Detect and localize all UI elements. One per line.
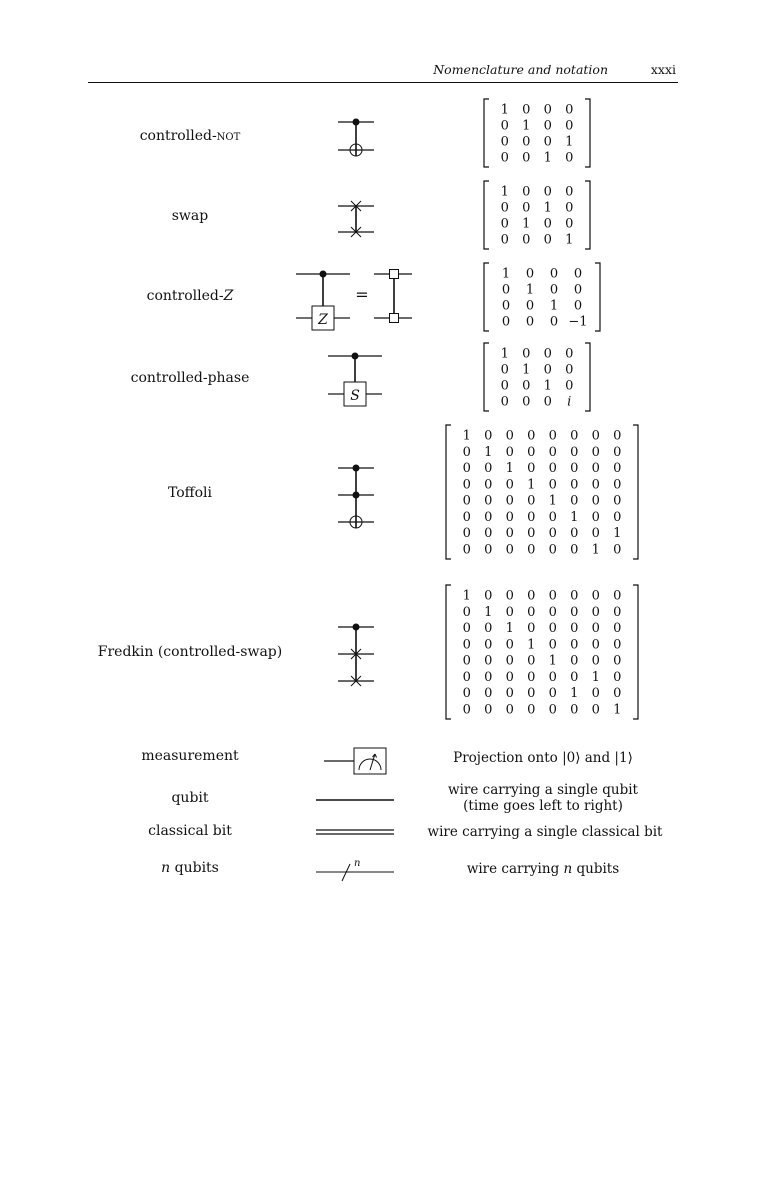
matrix-entry: 0 bbox=[570, 542, 579, 558]
matrix-entry: 0 bbox=[462, 621, 471, 637]
matrix-entry: 0 bbox=[500, 134, 509, 150]
matrix-entry: 1 bbox=[527, 477, 536, 493]
matrix-entry: 0 bbox=[484, 542, 493, 558]
cnot-name-prefix: controlled- bbox=[139, 128, 217, 144]
matrix-entry: 0 bbox=[591, 702, 600, 718]
matrix-entry: 1 bbox=[543, 378, 552, 394]
matrix-entry: 1 bbox=[591, 542, 600, 558]
cnot-name-smallcaps: not bbox=[216, 128, 241, 144]
matrix-entry: 1 bbox=[613, 526, 622, 542]
fredkin-gate-symbol bbox=[336, 617, 376, 691]
matrix-entry: 0 bbox=[522, 378, 531, 394]
matrix-entry: 1 bbox=[505, 621, 514, 637]
matrix-entry: 0 bbox=[527, 428, 536, 444]
row-name-fredkin: Fredkin (controlled-swap) bbox=[97, 644, 283, 660]
matrix-entry: 0 bbox=[484, 493, 493, 509]
matrix-entry: 1 bbox=[565, 232, 574, 248]
swap-matrix bbox=[482, 180, 592, 250]
matrix-entry: 0 bbox=[484, 509, 493, 525]
matrix-right-bracket bbox=[585, 181, 590, 249]
matrix-entry: 0 bbox=[525, 298, 535, 314]
n-qubits-wire-label: n bbox=[354, 858, 361, 869]
cphase-matrix bbox=[482, 342, 592, 412]
matrix-entry: 0 bbox=[500, 216, 509, 232]
matrix-entry: 0 bbox=[565, 216, 574, 232]
matrix-entry: 0 bbox=[522, 232, 531, 248]
cz-equals-sign: = bbox=[355, 285, 369, 304]
matrix-entry: 0 bbox=[462, 461, 471, 477]
cnot-matrix bbox=[482, 98, 592, 168]
matrix-entry: 0 bbox=[527, 444, 536, 460]
qubit-description-line2: (time goes left to right) bbox=[463, 798, 623, 814]
n-qubits-description bbox=[428, 861, 658, 877]
measurement-description: Projection onto |0⟩ and |1⟩ bbox=[453, 750, 633, 766]
matrix-entry: 0 bbox=[527, 604, 536, 620]
matrix-entry: 0 bbox=[484, 621, 493, 637]
matrix-entry: 0 bbox=[573, 266, 583, 282]
matrix-entry: 0 bbox=[591, 604, 600, 620]
matrix-entry: 0 bbox=[548, 509, 557, 525]
matrix-entry: 0 bbox=[527, 542, 536, 558]
matrix-entry: 0 bbox=[591, 637, 600, 653]
matrix-entry: 0 bbox=[500, 232, 509, 248]
matrix-entry: 0 bbox=[522, 102, 531, 118]
matrix-entry: 0 bbox=[591, 526, 600, 542]
swap-gate-symbol bbox=[336, 196, 376, 240]
matrix-entry: 1 bbox=[500, 346, 509, 362]
matrix-entry: 0 bbox=[543, 394, 552, 410]
row-name-n-qubits bbox=[80, 860, 300, 876]
matrix-entry: 0 bbox=[501, 314, 511, 330]
matrix-entry: 0 bbox=[505, 444, 514, 460]
matrix-entry: 1 bbox=[501, 266, 511, 282]
matrix-entry: 0 bbox=[522, 394, 531, 410]
matrix-entry: 0 bbox=[573, 298, 583, 314]
matrix-entry: 0 bbox=[548, 526, 557, 542]
matrix-entry: 1 bbox=[543, 150, 552, 166]
matrix-entry: 0 bbox=[613, 493, 622, 509]
matrix-entry: 0 bbox=[570, 461, 579, 477]
matrix-entry: 0 bbox=[543, 216, 552, 232]
row-name-toffoli: Toffoli bbox=[167, 485, 212, 501]
matrix-entry: 0 bbox=[543, 184, 552, 200]
matrix-entry: 1 bbox=[548, 653, 557, 669]
matrix-entry: 0 bbox=[543, 118, 552, 134]
matrix-entry: 0 bbox=[525, 266, 535, 282]
matrix-entry: 0 bbox=[591, 653, 600, 669]
matrix-entry: 1 bbox=[570, 509, 579, 525]
matrix-entry: 1 bbox=[591, 669, 600, 685]
matrix-entry: 0 bbox=[548, 444, 557, 460]
matrix-entry: 0 bbox=[462, 604, 471, 620]
matrix-left-bracket bbox=[484, 343, 489, 411]
matrix-entry: 0 bbox=[591, 444, 600, 460]
matrix-entry: i bbox=[567, 394, 572, 410]
matrix-entry: 0 bbox=[484, 686, 493, 702]
matrix-entry: 0 bbox=[565, 184, 574, 200]
matrix-entry: 0 bbox=[484, 588, 493, 604]
row-name-cphase: controlled-phase bbox=[130, 370, 250, 386]
row-name-swap: swap bbox=[171, 208, 209, 224]
matrix-entry: 1 bbox=[522, 216, 531, 232]
matrix-entry: 0 bbox=[527, 493, 536, 509]
matrix-entry: 0 bbox=[522, 134, 531, 150]
row-name-cz bbox=[80, 288, 300, 304]
cz-name-prefix: controlled- bbox=[146, 288, 224, 304]
matrix-right-bracket bbox=[585, 343, 590, 411]
matrix-entry: 0 bbox=[505, 526, 514, 542]
matrix-entry: 0 bbox=[462, 526, 471, 542]
matrix-entry: 0 bbox=[505, 686, 514, 702]
matrix-entry: 0 bbox=[570, 702, 579, 718]
matrix-entry: 0 bbox=[505, 428, 514, 444]
matrix-entry: 0 bbox=[548, 542, 557, 558]
matrix-entry: 0 bbox=[484, 526, 493, 542]
matrix-entry: 0 bbox=[565, 346, 574, 362]
matrix-entry: 0 bbox=[591, 621, 600, 637]
matrix-entry: 0 bbox=[613, 621, 622, 637]
matrix-entry: 0 bbox=[591, 428, 600, 444]
matrix-entry: 1 bbox=[522, 118, 531, 134]
matrix-entry: 0 bbox=[570, 588, 579, 604]
matrix-entry: 0 bbox=[505, 653, 514, 669]
matrix-entry: 0 bbox=[591, 461, 600, 477]
matrix-entry: 0 bbox=[484, 477, 493, 493]
matrix-entry: 0 bbox=[501, 282, 511, 298]
qubit-wire bbox=[314, 792, 396, 806]
matrix-entry: 0 bbox=[548, 686, 557, 702]
matrix-entry: 0 bbox=[565, 362, 574, 378]
toffoli-gate-symbol bbox=[336, 458, 376, 534]
matrix-entry: 0 bbox=[501, 298, 511, 314]
matrix-entry: 0 bbox=[500, 362, 509, 378]
matrix-entry: 0 bbox=[505, 588, 514, 604]
matrix-entry: 0 bbox=[527, 588, 536, 604]
matrix-entry: 0 bbox=[462, 653, 471, 669]
matrix-entry: 0 bbox=[548, 669, 557, 685]
matrix-entry: 0 bbox=[549, 266, 559, 282]
matrix-entry: 0 bbox=[613, 653, 622, 669]
cphase-gate-symbol bbox=[326, 346, 386, 412]
matrix-entry: 0 bbox=[505, 637, 514, 653]
matrix-entry: 1 bbox=[500, 184, 509, 200]
matrix-entry: 0 bbox=[570, 669, 579, 685]
matrix-entry: 0 bbox=[570, 653, 579, 669]
matrix-entry: 0 bbox=[462, 637, 471, 653]
matrix-entry: 1 bbox=[484, 444, 493, 460]
matrix-entry: 1 bbox=[525, 282, 535, 298]
matrix-entry: 1 bbox=[548, 493, 557, 509]
matrix-entry: 0 bbox=[500, 394, 509, 410]
matrix-entry: 0 bbox=[505, 542, 514, 558]
matrix-entry: 0 bbox=[543, 362, 552, 378]
matrix-entry: 0 bbox=[570, 493, 579, 509]
matrix-entry: 0 bbox=[548, 588, 557, 604]
matrix-entry: 0 bbox=[613, 428, 622, 444]
matrix-left-bracket bbox=[484, 181, 489, 249]
cz-gate-symbol bbox=[294, 262, 418, 334]
matrix-entry: 1 bbox=[565, 134, 574, 150]
matrix-entry: 1 bbox=[505, 461, 514, 477]
matrix-entry: 0 bbox=[505, 477, 514, 493]
matrix-entry: 0 bbox=[505, 702, 514, 718]
matrix-entry: 0 bbox=[484, 428, 493, 444]
matrix-entry: 0 bbox=[505, 493, 514, 509]
qubit-description bbox=[428, 782, 658, 814]
toffoli-matrix bbox=[444, 424, 640, 560]
matrix-entry: 0 bbox=[500, 378, 509, 394]
matrix-entry: 0 bbox=[484, 653, 493, 669]
matrix-entry: 0 bbox=[570, 444, 579, 460]
row-name-classical-bit: classical bit bbox=[148, 823, 232, 839]
matrix-entry: 1 bbox=[570, 686, 579, 702]
matrix-entry: 0 bbox=[527, 621, 536, 637]
qubit-description-line1: wire carrying a single qubit bbox=[448, 782, 638, 798]
matrix-entry: 0 bbox=[462, 669, 471, 685]
classical-bit-double-wire bbox=[314, 824, 396, 840]
matrix-entry: 0 bbox=[522, 346, 531, 362]
matrix-entry: 0 bbox=[484, 461, 493, 477]
matrix-entry: 0 bbox=[527, 461, 536, 477]
n-qubits-bundle-wire bbox=[314, 854, 396, 884]
matrix-entry: 0 bbox=[548, 477, 557, 493]
matrix-entry: 0 bbox=[527, 686, 536, 702]
matrix-entry: 0 bbox=[565, 150, 574, 166]
matrix-entry: 0 bbox=[462, 477, 471, 493]
matrix-entry: 0 bbox=[549, 282, 559, 298]
matrix-entry: 1 bbox=[462, 428, 471, 444]
matrix-entry: 0 bbox=[505, 604, 514, 620]
matrix-entry: 0 bbox=[570, 526, 579, 542]
matrix-entry: 0 bbox=[500, 118, 509, 134]
n-qubits-desc-pre: wire carrying bbox=[466, 861, 564, 877]
fredkin-matrix bbox=[444, 584, 640, 720]
row-name-qubit: qubit bbox=[171, 790, 209, 806]
matrix-entry: 1 bbox=[527, 637, 536, 653]
measurement-meter-icon bbox=[322, 744, 388, 778]
matrix-entry: 0 bbox=[565, 378, 574, 394]
matrix-entry: 0 bbox=[573, 282, 583, 298]
matrix-entry: 0 bbox=[548, 461, 557, 477]
matrix-left-bracket bbox=[446, 585, 451, 719]
cz-name-italic: Z bbox=[223, 288, 234, 304]
matrix-entry: 0 bbox=[527, 509, 536, 525]
matrix-entry: 0 bbox=[565, 200, 574, 216]
matrix-entry: 0 bbox=[462, 702, 471, 718]
matrix-entry: 0 bbox=[591, 588, 600, 604]
header-title: Nomenclature and notation bbox=[433, 62, 608, 77]
matrix-entry: 0 bbox=[522, 200, 531, 216]
matrix-entry: 1 bbox=[549, 298, 559, 314]
n-qubits-name-rest: qubits bbox=[170, 860, 219, 876]
matrix-entry: 0 bbox=[462, 542, 471, 558]
classical-bit-description: wire carrying a single classical bit bbox=[427, 824, 663, 840]
matrix-entry: 0 bbox=[570, 637, 579, 653]
page-number: xxxi bbox=[650, 62, 676, 77]
matrix-entry: 0 bbox=[613, 588, 622, 604]
running-header bbox=[88, 60, 678, 83]
cphase-gate-label: S bbox=[350, 388, 360, 404]
matrix-entry: 0 bbox=[462, 493, 471, 509]
matrix-entry: 1 bbox=[543, 200, 552, 216]
matrix-entry: 0 bbox=[570, 477, 579, 493]
matrix-entry: 0 bbox=[591, 477, 600, 493]
matrix-entry: 0 bbox=[484, 637, 493, 653]
matrix-entry: 1 bbox=[462, 588, 471, 604]
n-qubits-desc-post: qubits bbox=[572, 861, 620, 877]
matrix-entry: 0 bbox=[548, 428, 557, 444]
matrix-entry: 0 bbox=[613, 686, 622, 702]
matrix-entry: 0 bbox=[462, 509, 471, 525]
matrix-entry: 0 bbox=[525, 314, 535, 330]
matrix-entry: 0 bbox=[527, 653, 536, 669]
row-name-measurement: measurement bbox=[141, 748, 239, 764]
cnot-gate-symbol bbox=[336, 112, 376, 160]
matrix-entry: 0 bbox=[570, 428, 579, 444]
matrix-entry: 0 bbox=[505, 509, 514, 525]
matrix-entry: 0 bbox=[565, 102, 574, 118]
matrix-left-bracket bbox=[484, 99, 489, 167]
matrix-right-bracket bbox=[585, 99, 590, 167]
matrix-entry: 0 bbox=[591, 493, 600, 509]
matrix-right-bracket bbox=[595, 263, 600, 331]
matrix-left-bracket bbox=[446, 425, 451, 559]
matrix-entry: 1 bbox=[522, 362, 531, 378]
matrix-entry: 0 bbox=[462, 444, 471, 460]
matrix-entry: 0 bbox=[543, 134, 552, 150]
matrix-entry: −1 bbox=[568, 314, 588, 330]
matrix-entry: 1 bbox=[500, 102, 509, 118]
matrix-entry: 0 bbox=[527, 702, 536, 718]
matrix-entry: 0 bbox=[548, 637, 557, 653]
row-name-cnot bbox=[80, 128, 300, 144]
matrix-entry: 1 bbox=[613, 702, 622, 718]
matrix-entry: 0 bbox=[613, 637, 622, 653]
n-qubits-name-italic: n bbox=[161, 860, 171, 876]
matrix-entry: 0 bbox=[591, 509, 600, 525]
matrix-entry: 0 bbox=[613, 604, 622, 620]
matrix-entry: 0 bbox=[613, 461, 622, 477]
matrix-entry: 0 bbox=[543, 232, 552, 248]
matrix-entry: 0 bbox=[527, 669, 536, 685]
matrix-entry: 0 bbox=[543, 346, 552, 362]
cz-matrix bbox=[482, 262, 602, 332]
matrix-entry: 0 bbox=[484, 702, 493, 718]
matrix-entry: 0 bbox=[591, 686, 600, 702]
matrix-entry: 0 bbox=[613, 669, 622, 685]
matrix-entry: 0 bbox=[548, 702, 557, 718]
matrix-entry: 0 bbox=[500, 200, 509, 216]
matrix-entry: 0 bbox=[613, 444, 622, 460]
matrix-entry: 0 bbox=[548, 604, 557, 620]
matrix-entry: 0 bbox=[613, 542, 622, 558]
matrix-entry: 0 bbox=[505, 669, 514, 685]
matrix-entry: 0 bbox=[522, 150, 531, 166]
matrix-entry: 0 bbox=[565, 118, 574, 134]
matrix-entry: 0 bbox=[613, 477, 622, 493]
matrix-entry: 0 bbox=[484, 669, 493, 685]
matrix-entry: 0 bbox=[462, 686, 471, 702]
n-qubits-desc-italic: n bbox=[563, 861, 573, 877]
matrix-left-bracket bbox=[484, 263, 489, 331]
matrix-right-bracket bbox=[633, 425, 638, 559]
matrix-entry: 0 bbox=[527, 526, 536, 542]
matrix-entry: 0 bbox=[548, 621, 557, 637]
matrix-entry: 0 bbox=[543, 102, 552, 118]
matrix-entry: 0 bbox=[500, 150, 509, 166]
cz-gate-label: Z bbox=[318, 312, 328, 328]
matrix-entry: 0 bbox=[613, 509, 622, 525]
matrix-entry: 0 bbox=[570, 604, 579, 620]
matrix-entry: 1 bbox=[484, 604, 493, 620]
matrix-entry: 0 bbox=[570, 621, 579, 637]
matrix-right-bracket bbox=[633, 585, 638, 719]
matrix-entry: 0 bbox=[522, 184, 531, 200]
matrix-entry: 0 bbox=[549, 314, 559, 330]
